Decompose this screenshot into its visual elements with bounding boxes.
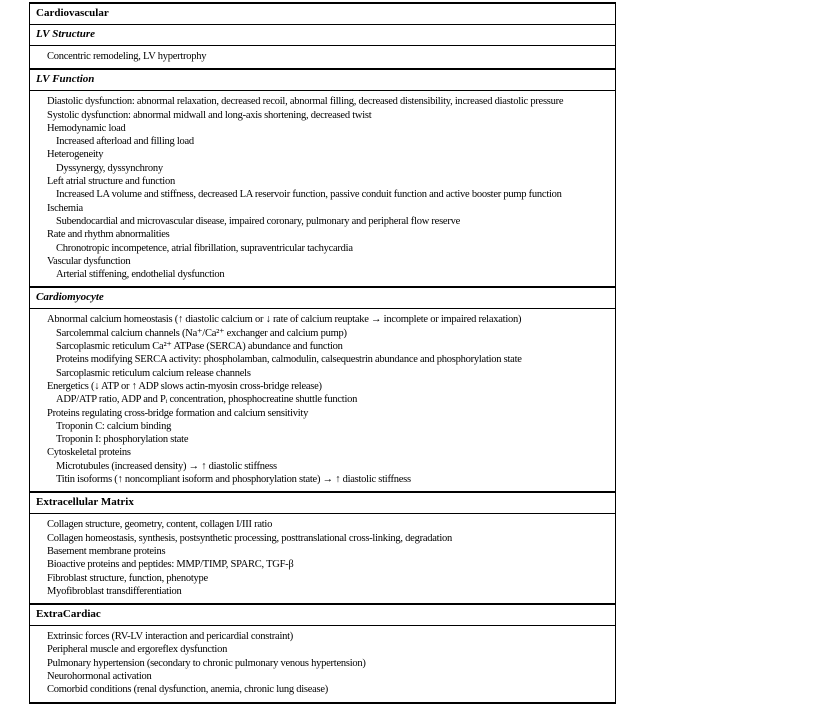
content-line: Extrinsic forces (RV-LV interaction and pericardial constraint) <box>47 631 294 643</box>
content-line: Left atrial structure and function <box>47 176 175 188</box>
section-header-row <box>30 603 615 625</box>
section-header-row <box>30 4 615 24</box>
section-content-row <box>30 308 615 491</box>
content-line: Titin isoforms (↑ noncompliant isoform and phosphorylation state) → ↑ diastolic stiffness <box>56 474 411 486</box>
content-line: ADP/ATP ratio, ADP and Pᵢ concentration, phosphocreatine shuttle function <box>56 394 358 406</box>
content-line: Ischemia <box>47 202 83 214</box>
section-content-row <box>30 625 615 701</box>
content-line: Microtubules (increased density) → ↑ diastolic stiffness <box>56 460 277 472</box>
section-header-row <box>30 491 615 513</box>
content-line: Increased LA volume and stiffness, decreased LA reservoir function, passive conduit function and active booster pump function <box>56 189 562 201</box>
content-line: Vascular dysfunction <box>47 255 131 267</box>
content-line: Proteins regulating cross-bridge formation and calcium sensitivity <box>47 407 309 419</box>
content-line: Heterogeneity <box>47 149 104 161</box>
content-line: Arterial stiffening, endothelial dysfunction <box>56 269 225 281</box>
abnormalities-table <box>29 2 616 704</box>
content-line: Troponin C: calcium binding <box>56 420 172 432</box>
content-line: Dyssynergy, dyssynchrony <box>56 162 163 174</box>
content-line: Diastolic dysfunction: abnormal relaxation, decreased recoil, abnormal filling, decreased distensibility, increased diastolic pressure <box>47 96 564 108</box>
content-line: Sarcolemmal calcium channels (Na⁺/Ca²⁺ exchanger and calcium pump) <box>56 327 347 339</box>
section-header-label: LV Function <box>36 73 95 86</box>
content-line: Peripheral muscle and ergoreflex dysfunction <box>47 644 228 656</box>
section-header-label: Cardiomyocyte <box>36 291 104 304</box>
section-header-label: ExtraCardiac <box>36 608 101 621</box>
content-line: Chronotropic incompetence, atrial fibrillation, supraventricular tachycardia <box>56 242 353 254</box>
content-line: Sarcoplasmic reticulum calcium release channels <box>56 367 251 379</box>
content-line: Pulmonary hypertension (secondary to chronic pulmonary venous hypertension) <box>47 657 366 669</box>
content-line: Subendocardial and microvascular disease, impaired coronary, pulmonary and peripheral flow reserve <box>56 215 460 227</box>
content-line: Systolic dysfunction: abnormal midwall and long-axis shortening, decreased twist <box>47 109 372 121</box>
content-line: Hemodynamic load <box>47 122 126 134</box>
content-line: Myofibroblast transdifferentiation <box>47 585 182 597</box>
section-header-label: LV Structure <box>36 28 95 40</box>
content-line: Abnormal calcium homeostasis (↑ diastolic calcium or ↓ rate of calcium reuptake → incomplete or impaired relaxation) <box>47 314 522 326</box>
section-header-row <box>30 68 615 90</box>
section-header-row <box>30 286 615 308</box>
content-line: Collagen structure, geometry, content, collagen I/III ratio <box>47 519 273 531</box>
content-line: Concentric remodeling, LV hypertrophy <box>47 51 207 62</box>
section-content-row <box>30 513 615 603</box>
section-content-row <box>30 45 615 68</box>
content-line: Rate and rhythm abnormalities <box>47 229 170 241</box>
section-content-row <box>30 90 615 286</box>
content-line: Collagen homeostasis, synthesis, postsynthetic processing, posttranslational cross-linking, degradation <box>47 532 452 544</box>
content-line: Troponin I: phosphorylation state <box>56 434 189 446</box>
content-line: Comorbid conditions (renal dysfunction, anemia, chronic lung disease) <box>47 684 329 696</box>
content-line: Cytoskeletal proteins <box>47 447 131 459</box>
content-line: Increased afterload and filling load <box>56 136 194 148</box>
content-line: Bioactive proteins and peptides: MMP/TIMP, SPARC, TGF-β <box>47 559 294 571</box>
content-line: Proteins modifying SERCA activity: phospholamban, calmodulin, calsequestrin abundance and phosphorylation state <box>56 354 522 366</box>
content-line: Fibroblast structure, function, phenotype <box>47 572 208 584</box>
content-line: Energetics (↓ ATP or ↑ ADP slows actin-myosin cross-bridge release) <box>47 380 322 392</box>
section-header-row <box>30 24 615 45</box>
section-header-label: Cardiovascular <box>36 7 109 19</box>
section-header-label: Extracellular Matrix <box>36 496 134 509</box>
content-line: Basement membrane proteins <box>47 545 166 557</box>
content-line: Neurohormonal activation <box>47 670 152 682</box>
content-line: Sarcoplasmic reticulum Ca²⁺ ATPase (SERCA) abundance and function <box>56 341 343 353</box>
